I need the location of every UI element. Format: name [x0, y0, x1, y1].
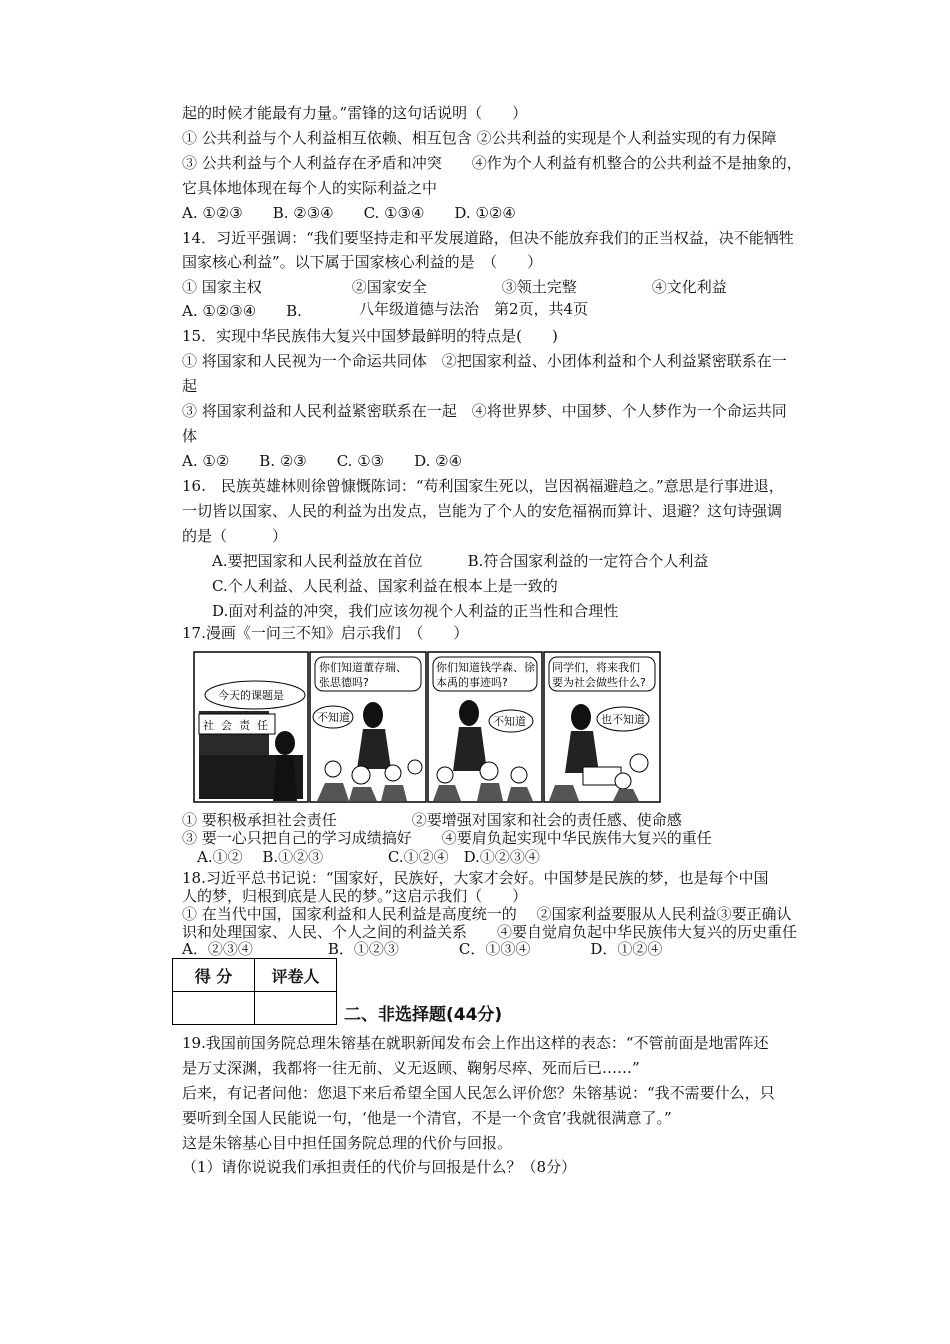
score-cell — [173, 992, 255, 1025]
speech-bubble: 不知道 — [317, 711, 350, 724]
text-line: D.面对利益的冲突，我们应该勿视个人利益的正当性和合理性 — [182, 602, 619, 620]
text-line: A．②③④ B．①②③ C．①③④ D．①②④ — [182, 940, 663, 958]
text-line: 这是朱镕基心目中担任国务院总理的代价与回报。 — [182, 1134, 513, 1152]
board-char: 会 — [221, 719, 232, 732]
text-line: ③ 要一心只把自己的学习成绩搞好 ④要肩负起实现中华民族伟大复兴的重任 — [182, 829, 712, 847]
page-footer: 八年级道德与法治 第2页，共4页 — [355, 298, 592, 319]
text-line: 一切皆以国家、人民的利益为出发点，岂能为了个人的安危福祸而算计、退避？这句诗强调 — [182, 502, 783, 520]
speech-bubble: 也不知道 — [601, 713, 645, 726]
speech-bubble: 本禹的事迹吗? — [436, 676, 508, 689]
text-line: A.要把国家和人民利益放在首位 B.符合国家利益的一定符合个人利益 — [182, 552, 709, 570]
text-line: 它具体地体现在每个人的实际利益之中 — [182, 179, 438, 197]
score-table — [172, 958, 337, 1025]
speech-bubble: 同学们，将来我们 — [552, 661, 640, 674]
section-title: 二、非选择题(44分) — [344, 1005, 503, 1025]
board-char: 责 — [239, 719, 250, 732]
text-line: 要听到全国人民能说一句，‘他是一个清官，不是一个贪官’我就很满意了。” — [182, 1109, 672, 1127]
text-line: A. ①② B. ②③ C. ①③ D. ②④ — [182, 452, 463, 470]
speech-bubble: 你们知道董存瑞、 — [319, 661, 407, 674]
speech-bubble: 你们知道钱学森、徐 — [436, 661, 535, 674]
question-16: 16. 民族英雄林则徐曾慷慨陈词：“苟利国家生死以，岂因祸福避趋之。”意思是行事进退， — [182, 477, 784, 495]
text-line: 起 — [182, 377, 198, 395]
board-char: 社 — [203, 719, 214, 732]
speech-bubble: 要为社会做些什么? — [552, 676, 646, 689]
question-19: 19.我国前国务院总理朱镕基在就职新闻发布会上作出这样的表态：“不管前面是地雷阵还 — [182, 1034, 769, 1052]
text-line: ① 要积极承担社会责任 ②要增强对国家和社会的责任感、使命感 — [182, 811, 682, 829]
text-line: A. ①②③④ B. — [182, 302, 302, 320]
text-line: ① 国家主权 ②国家安全 ③领土完整 ④文化利益 — [182, 278, 727, 296]
speech-bubble: 今天的课题是 — [218, 689, 284, 702]
grader-header: 评卷人 — [255, 959, 337, 992]
text-line: 体 — [182, 427, 198, 445]
text-line: 起的时候才能最有力量。”雷锋的这句话说明（ ） — [182, 104, 528, 122]
text-line: 是万丈深渊，我都将一往无前、义无返顾、鞠躬尽瘁、死而后已……” — [182, 1059, 640, 1077]
question-14: 14．习近平强调：“我们要坚持走和平发展道路，但决不能放弃我们的正当权益，决不能牺牲 — [182, 229, 794, 247]
grader-cell — [255, 992, 337, 1025]
question-18: 18.习近平总书记说：“国家好，民族好，大家才会好。中国梦是民族的梦，也是每个中国 — [182, 869, 769, 887]
text-line: ① 在当代中国，国家利益和人民利益是高度统一的 ②国家利益要服从人民利益③要正确认 — [182, 905, 792, 923]
text-line: 识和处理国家、人民、个人之间的利益关系 ④要自觉肩负起中华民族伟大复兴的历史重任 — [182, 923, 798, 941]
text-line: ① 将国家和人民视为一个命运共同体 ②把国家利益、小团体利益和个人利益紧密联系在一 — [182, 352, 787, 370]
speech-bubble: 张思德吗? — [319, 676, 369, 689]
cartoon-image — [193, 651, 661, 803]
score-header: 得 分 — [173, 959, 255, 992]
question-15: 15．实现中华民族伟大复兴中国梦最鲜明的特点是( ) — [182, 327, 558, 345]
question-17: 17.漫画《一问三不知》启示我们 （ ） — [182, 624, 469, 642]
text-line: 的是（ ） — [182, 527, 288, 545]
speech-bubble: 不知道 — [493, 715, 526, 728]
text-line: A. ①②③ B. ②③④ C. ①③④ D. ①②④ — [182, 204, 516, 222]
text-line: 国家核心利益”。以下属于国家核心利益的是 （ ） — [182, 253, 543, 271]
text-line: ③ 公共利益与个人利益存在矛盾和冲突 ④作为个人利益有机整合的公共利益不是抽象的， — [182, 154, 802, 172]
text-line: 后来，有记者问他：您退下来后希望全国人民怎么评价您？朱镕基说：“我不需要什么，只 — [182, 1084, 775, 1102]
text-line: A.①② B.①②③ C.①②④ D.①②③④ — [182, 848, 540, 866]
text-line: ① 公共利益与个人利益相互依赖、相互包含 ②公共利益的实现是个人利益实现的有力保障 — [182, 129, 777, 147]
sub-question: （1）请你说说我们承担责任的代价与回报是什么？（8分） — [182, 1158, 577, 1176]
text-line: 人的梦，归根到底是人民的梦。”这启示我们（ ） — [182, 887, 528, 905]
board-char: 任 — [257, 719, 268, 732]
text-line: C.个人利益、人民利益、国家利益在根本上是一致的 — [182, 577, 558, 595]
text-line: ③ 将国家利益和人民利益紧密联系在一起 ④将世界梦、中国梦、个人梦作为一个命运共同 — [182, 402, 787, 420]
